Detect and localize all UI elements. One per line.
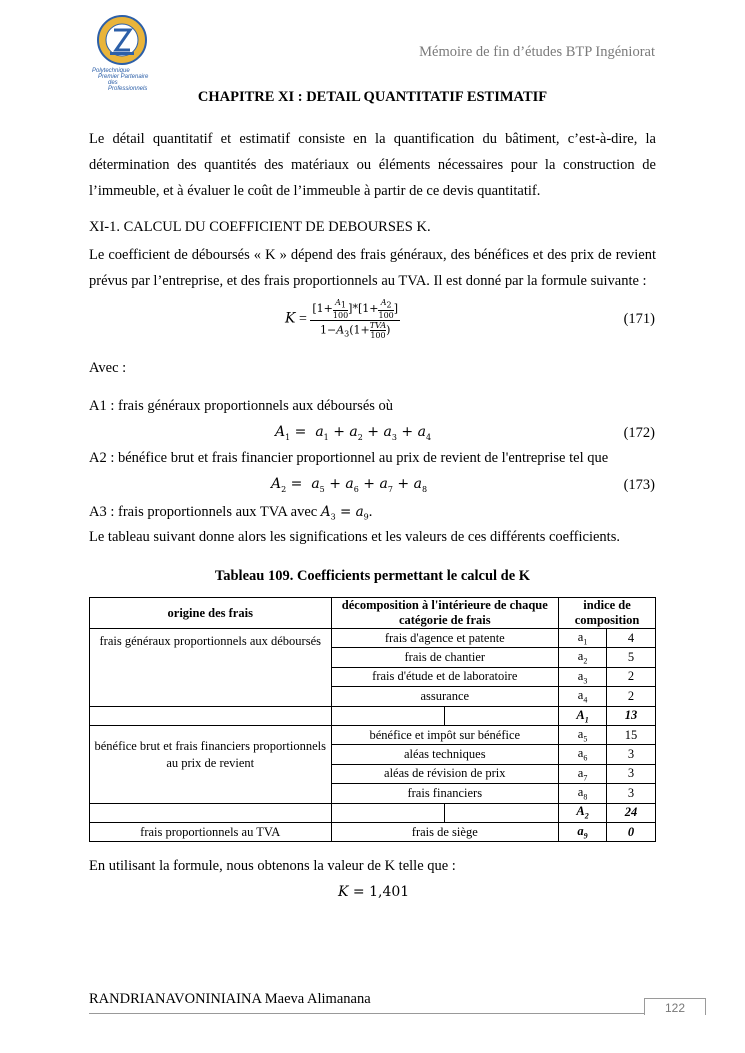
value-cell: 3	[607, 784, 656, 803]
section-text: Le coefficient de déboursés « K » dépend des frais généraux, des bénéfices et des prix de revient prévus par l’entreprise, et des frais proportionnels au TVA. Il est donné par la formule suivante :	[89, 247, 656, 289]
school-logo	[88, 14, 156, 92]
formula-k: K = [1+ $\frac{A_1}{100}$ ]*[1+ $\frac{A_2}{100}$ ] $1-A_3(1+$ TVA 100 )	[285, 298, 399, 340]
header-index: indice de composition	[559, 598, 656, 629]
a1-definition: A1 : frais généraux proportionnels aux déboursés où	[89, 398, 394, 414]
value-cell: 4	[607, 629, 656, 648]
table-header-row	[90, 598, 656, 629]
logo-line-2: Premier Partenaire	[98, 74, 149, 80]
value-cell: 2	[607, 667, 656, 686]
decomposition-cell: frais d'étude et de laboratoire	[331, 667, 559, 686]
header-origin: origine des frais	[90, 598, 332, 629]
symbol-cell: $a_9$	[559, 822, 607, 841]
a3-definition: A3 : frais proportionnels aux TVA avec $A_3 = a_9$.	[89, 504, 373, 522]
formula-a2: $A_2 = a_5 + a_6 + a_7 + a_8$	[271, 476, 428, 494]
logo-line-3: des Professionnels	[108, 80, 148, 92]
origin-cell: frais proportionnels au TVA	[90, 822, 332, 841]
intro-paragraph: Le détail quantitatif et estimatif consiste en la quantification du bâtiment, c’est-à-dire, la détermination des quantités des matériaux ou éléments nécessaires pour la construction de l’immeuble, et à évaluer le coût de l’immeuble à partir de ce devis quantitatif.	[89, 131, 656, 199]
a3-text: A3 : frais proportionnels aux TVA avec	[89, 504, 318, 520]
table-intro: Le tableau suivant donne alors les significations et les valeurs de ces différents coefficients.	[89, 529, 620, 545]
k-result: K = 1,401	[338, 884, 410, 900]
header-decomposition: décomposition à l'intérieure de chaque catégorie de frais	[331, 598, 559, 629]
logo-line-1: Polytechnique	[92, 68, 130, 74]
subtotal-value: 24	[607, 803, 656, 822]
origin-cell: bénéfice brut et frais financiers proportionnels au prix de revient	[90, 725, 332, 803]
table-row	[90, 822, 656, 841]
a2-definition: A2 : bénéfice brut et frais financier proportionnel au prix de revient de l'entreprise tel que	[89, 450, 609, 466]
chapter-title: CHAPITRE XI : DETAIL QUANTITATIF ESTIMATIF	[197, 89, 548, 105]
decomposition-cell: frais financiers	[331, 784, 559, 803]
avec-label: Avec :	[89, 360, 127, 376]
subtotal-value: 13	[607, 706, 656, 725]
decomposition-cell: aléas de révision de prix	[331, 764, 559, 783]
decomposition-cell: bénéfice et impôt sur bénéfice	[331, 725, 559, 744]
equation-number-173: (173)	[623, 477, 655, 493]
origin-cell: frais généraux proportionnels aux déboursés	[90, 629, 332, 707]
symbol-cell: $a_8$	[559, 784, 607, 803]
value-cell: 3	[607, 764, 656, 783]
value-cell: 3	[607, 745, 656, 764]
decomposition-cell: aléas techniques	[331, 745, 559, 764]
table-subtotal-row	[90, 706, 656, 725]
page-number: 122	[644, 998, 706, 1015]
symbol-cell: $a_1$	[559, 629, 607, 648]
footer-author: RANDRIANAVONINIAINA Maeva Alimanana	[89, 991, 371, 1007]
symbol-cell: $a_5$	[559, 725, 607, 744]
table-caption: Tableau 109. Coefficients permettant le calcul de K	[214, 568, 531, 584]
equation-number-172: (172)	[623, 425, 655, 441]
subtotal-symbol: $A_1$	[559, 706, 607, 725]
footer-divider	[89, 1013, 656, 1014]
symbol-cell: $a_3$	[559, 667, 607, 686]
table-row	[90, 725, 656, 744]
table-subtotal-row	[90, 803, 656, 822]
decomposition-cell: frais d'agence et patente	[331, 629, 559, 648]
k-value: 1,401	[369, 884, 410, 900]
equation-number-171: (171)	[623, 311, 655, 327]
section-heading: XI-1. CALCUL DU COEFFICIENT DE DEBOURSES K.	[89, 219, 431, 235]
value-cell: 2	[607, 687, 656, 706]
decomposition-cell: frais de chantier	[331, 648, 559, 667]
decomposition-cell: frais de siège	[331, 822, 559, 841]
running-header: Mémoire de fin d’études BTP Ingéniorat	[419, 44, 655, 60]
decomposition-cell: assurance	[331, 687, 559, 706]
formula-a1: $A_1 = a_1 + a_2 + a_3 + a_4$	[275, 424, 432, 442]
symbol-cell: $a_2$	[559, 648, 607, 667]
value-cell: 0	[607, 822, 656, 841]
value-cell: 15	[607, 725, 656, 744]
table-row	[90, 629, 656, 648]
symbol-cell: $a_7$	[559, 764, 607, 783]
conclusion-text: En utilisant la formule, nous obtenons la valeur de K telle que :	[89, 858, 456, 874]
symbol-cell: $a_6$	[559, 745, 607, 764]
value-cell: 5	[607, 648, 656, 667]
symbol-cell: $a_4$	[559, 687, 607, 706]
coefficients-table	[89, 597, 656, 842]
subtotal-symbol: $A_2$	[559, 803, 607, 822]
